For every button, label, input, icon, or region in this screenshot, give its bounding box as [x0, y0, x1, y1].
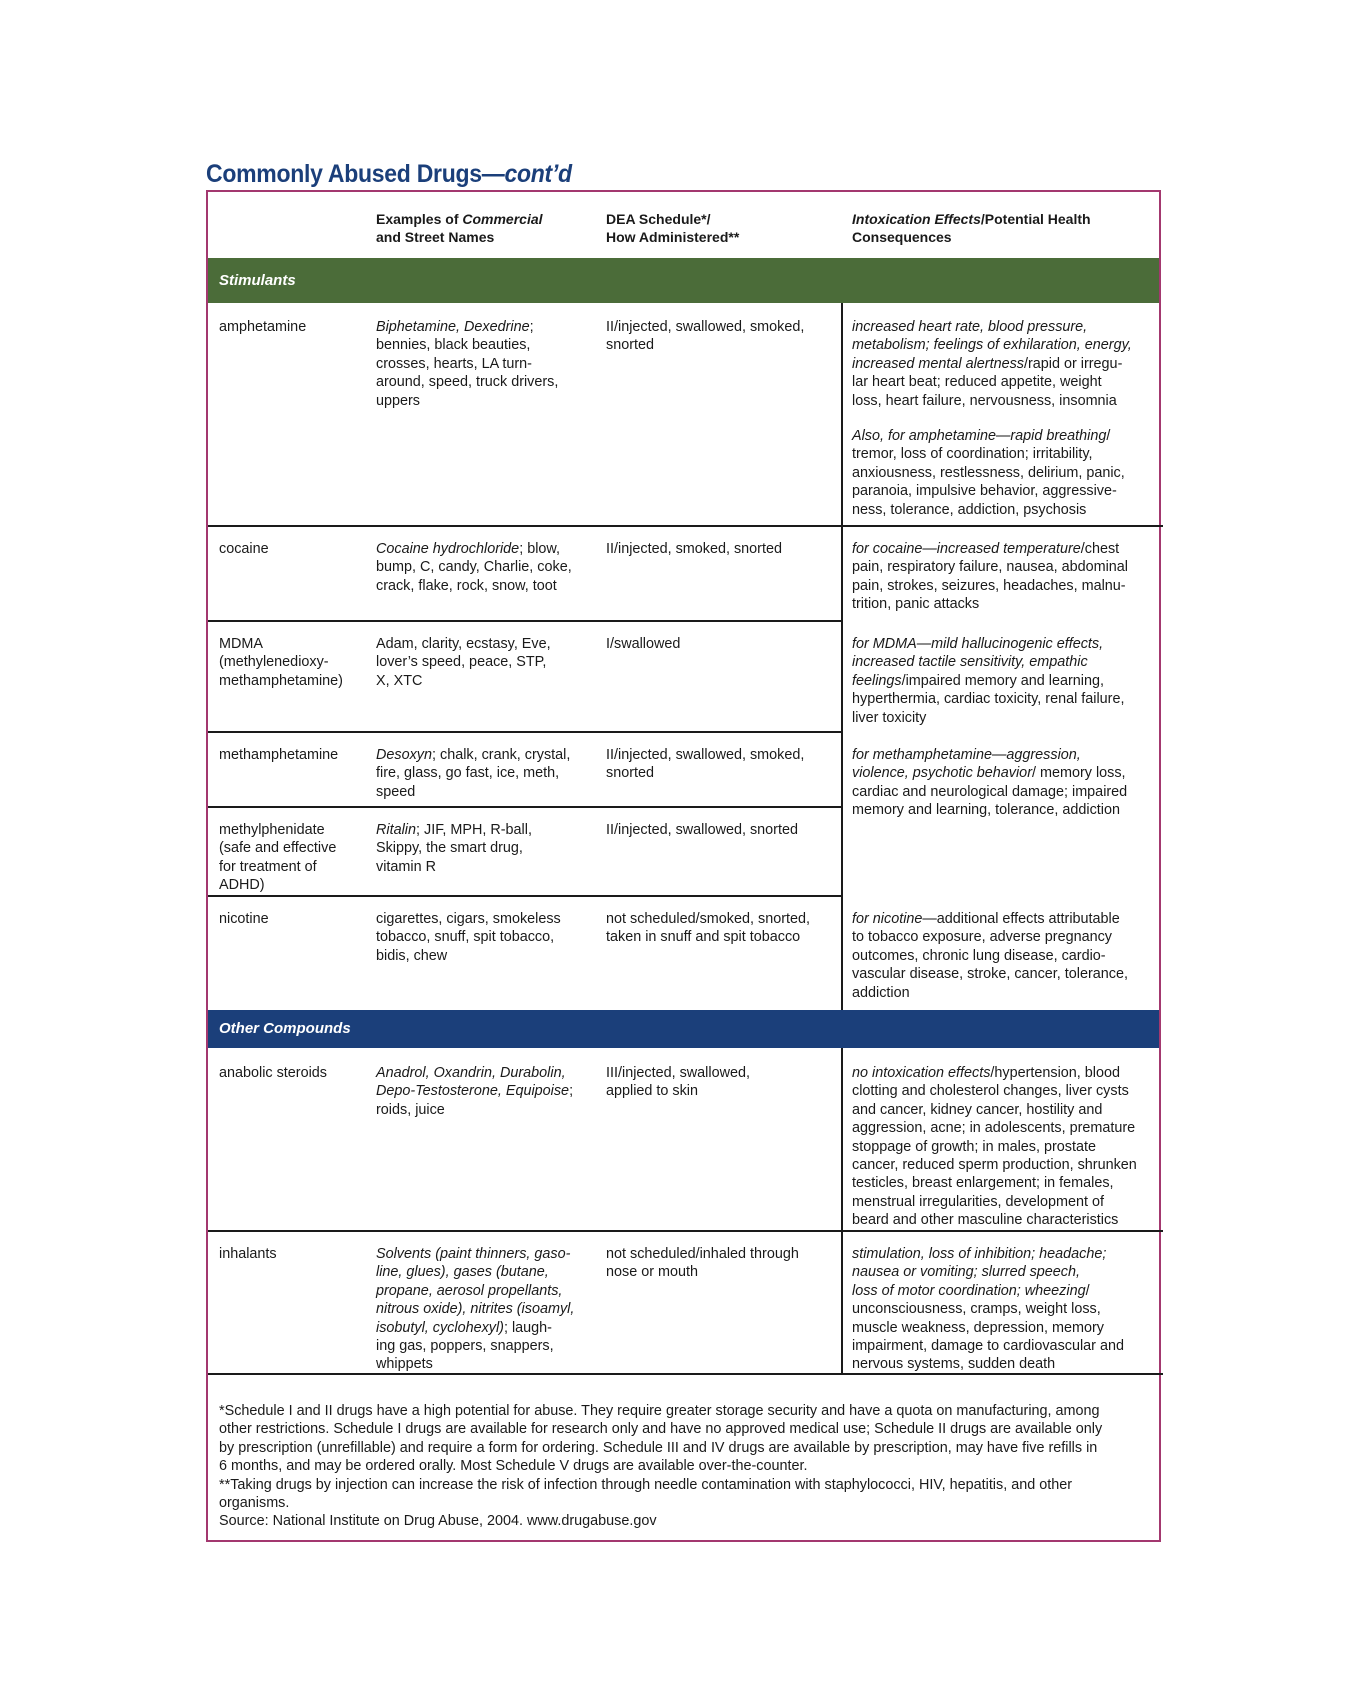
text-line	[852, 501, 1125, 519]
text-line	[852, 318, 1132, 336]
text-segment: Skippy, the smart drug,	[376, 840, 523, 857]
text-segment: addiction	[852, 984, 910, 1001]
examples-mdma	[376, 635, 551, 690]
text-line	[376, 746, 570, 764]
text-line	[376, 1355, 574, 1373]
text-line	[852, 1282, 1124, 1300]
text-segment: **Taking drugs by injection can increase the risk of infection through needle contamination with staphylococci, HIV, hepatitis, and other	[219, 1476, 1073, 1493]
text-line	[376, 672, 551, 690]
text-line	[852, 595, 1128, 613]
text-segment: for treatment of	[219, 858, 317, 875]
text-line	[376, 210, 543, 228]
text-segment: /impaired memory and learning,	[901, 672, 1104, 689]
text-segment: anabolic steroids	[219, 1065, 327, 1081]
text-segment: / memory loss,	[1031, 765, 1126, 782]
row-divider	[208, 895, 842, 897]
text-segment: snorted	[606, 765, 654, 782]
text-line	[219, 839, 336, 857]
text-segment: roids, juice	[376, 1101, 445, 1118]
text-line	[219, 1439, 1102, 1457]
text-line	[606, 746, 804, 764]
text-line	[219, 746, 338, 764]
text-line	[852, 1064, 1137, 1082]
text-segment: X, XTC	[376, 672, 423, 689]
text-line	[376, 839, 532, 857]
text-line	[376, 783, 570, 801]
text-segment: /Potential Health	[980, 211, 1091, 227]
schedule-methylphenidate	[606, 821, 798, 839]
text-segment: not scheduled/inhaled through	[606, 1246, 799, 1262]
text-segment: Anadrol, Oxandrin, Durabolin,	[376, 1065, 566, 1081]
text-line	[852, 1245, 1124, 1263]
text-segment: aggression, acne; in adolescents, premature	[852, 1120, 1136, 1137]
text-line	[852, 928, 1128, 946]
text-segment: menstrual irregularities, development of	[852, 1193, 1104, 1210]
text-line	[606, 821, 798, 839]
text-line	[852, 1119, 1137, 1137]
text-segment: memory and learning, tolerance, addiction	[852, 802, 1120, 819]
header-schedule	[606, 210, 739, 246]
schedule-nicotine	[606, 910, 810, 947]
text-line	[852, 801, 1127, 819]
text-line	[219, 653, 343, 671]
effects-amphetamine	[852, 427, 1125, 519]
text-line	[852, 336, 1132, 354]
text-segment: not scheduled/smoked, snorted,	[606, 911, 810, 927]
effects-anabolic-steroids	[852, 1064, 1137, 1230]
text-segment: III/injected, swallowed,	[606, 1065, 750, 1081]
text-line	[376, 577, 572, 595]
text-segment: vascular disease, stroke, cancer, tolerance,	[852, 966, 1128, 983]
text-segment: methamphetamine)	[219, 672, 343, 689]
text-segment: lar heart beat; reduced appetite, weight	[852, 374, 1102, 391]
text-segment: loss, heart failure, nervousness, insomnia	[852, 392, 1117, 409]
text-line	[852, 445, 1125, 463]
text-segment: /rapid or irregu-	[1023, 355, 1123, 372]
text-line	[376, 373, 558, 391]
text-line	[852, 355, 1132, 373]
examples-amphetamine	[376, 318, 558, 410]
text-line	[852, 1355, 1124, 1373]
text-line	[606, 540, 782, 558]
table-bottom-rule	[208, 1373, 1163, 1375]
text-line	[376, 1337, 574, 1355]
drug-name-mdma	[219, 635, 343, 690]
text-segment: fire, glass, go fast, ice, meth,	[376, 765, 560, 782]
effects-nicotine	[852, 910, 1128, 1002]
effects-methamphetamine	[852, 746, 1127, 820]
text-line	[376, 355, 558, 373]
text-segment: Desoxyn	[376, 747, 432, 763]
text-segment: *Schedule I and II drugs have a high potential for abuse. They require greater storage security and have a quota on manufacturing, among	[219, 1403, 1100, 1419]
text-segment: for MDMA—mild hallucinogenic effects,	[852, 636, 1104, 652]
text-segment: ness, tolerance, addiction, psychosis	[852, 501, 1087, 518]
text-segment: Also, for amphetamine—rapid breathing	[852, 428, 1107, 444]
effects-mdma	[852, 635, 1124, 727]
text-line	[376, 947, 561, 965]
text-line	[219, 540, 269, 558]
column-divider	[841, 303, 843, 1010]
drug-table	[206, 190, 1161, 1542]
text-segment: taken in snuff and spit tobacco	[606, 929, 801, 946]
text-segment: Biphetamine, Dexedrine	[376, 319, 530, 335]
text-line	[852, 965, 1128, 983]
text-line	[376, 558, 572, 576]
text-line	[606, 1245, 799, 1263]
text-segment: for methamphetamine—aggression,	[852, 747, 1081, 763]
text-segment: isobutyl, cyclohexyl)	[376, 1319, 504, 1336]
text-segment: ; chalk, crank, crystal,	[432, 747, 571, 763]
text-line	[376, 1263, 574, 1281]
text-line	[376, 336, 558, 354]
text-segment: II/injected, swallowed, smoked,	[606, 747, 805, 763]
text-segment: tobacco, snuff, spit tobacco,	[376, 929, 555, 946]
column-divider	[841, 1048, 843, 1374]
examples-methamphetamine	[376, 746, 570, 801]
text-line	[376, 653, 551, 671]
text-line	[852, 427, 1125, 445]
text-segment: II/injected, swallowed, snorted	[606, 822, 798, 838]
text-line	[852, 1138, 1137, 1156]
text-line	[376, 540, 572, 558]
drug-name-inhalants	[219, 1245, 277, 1263]
text-line	[219, 1512, 1102, 1530]
examples-methylphenidate	[376, 821, 532, 876]
text-segment: crosses, hearts, LA turn-	[376, 355, 532, 372]
text-line	[376, 1064, 573, 1082]
text-line	[852, 1337, 1124, 1355]
text-line	[219, 858, 336, 876]
text-line	[852, 373, 1132, 391]
text-segment: around, speed, truck drivers,	[376, 374, 559, 391]
text-line	[376, 318, 558, 336]
text-segment: nervous systems, sudden death	[852, 1356, 1056, 1373]
text-line	[219, 876, 336, 894]
text-segment: lover’s speed, peace, STP,	[376, 654, 547, 671]
text-line	[219, 1402, 1102, 1420]
text-line	[606, 336, 804, 354]
text-segment: applied to skin	[606, 1083, 699, 1100]
text-segment: for cocaine—increased temperature	[852, 541, 1081, 557]
section-stimulants: Stimulants	[208, 258, 1159, 303]
section-other-compounds: Other Compounds	[208, 1010, 1159, 1048]
text-line	[852, 653, 1124, 671]
text-line	[219, 821, 336, 839]
text-segment: stimulation, loss of inhibition; headache;	[852, 1246, 1107, 1262]
text-segment: 6 months, and may be ordered orally. Most Schedule V drugs are available over-the-counter.	[219, 1458, 808, 1475]
text-line	[852, 1300, 1124, 1318]
text-line	[852, 210, 1091, 228]
text-segment: How Administered**	[606, 229, 740, 245]
text-segment: cardiac and neurological damage; impaired	[852, 783, 1128, 800]
text-segment: Cocaine hydrochloride	[376, 541, 520, 557]
text-segment: muscle weakness, depression, memory	[852, 1319, 1104, 1336]
text-segment: (safe and effective	[219, 840, 337, 857]
text-segment: speed	[376, 783, 416, 800]
text-line	[219, 1457, 1102, 1475]
drug-name-methamphetamine	[219, 746, 338, 764]
text-segment: /chest	[1080, 541, 1120, 557]
examples-inhalants	[376, 1245, 574, 1374]
text-line	[852, 482, 1125, 500]
text-line	[852, 228, 1091, 246]
drug-name-cocaine	[219, 540, 269, 558]
text-segment: increased tactile sensitivity, empathic	[852, 654, 1088, 671]
text-segment: ;	[529, 319, 534, 335]
text-line	[852, 464, 1125, 482]
text-line	[852, 392, 1132, 410]
text-segment: nausea or vomiting; slurred speech,	[852, 1264, 1080, 1281]
effects-cocaine	[852, 540, 1128, 614]
text-segment: Ritalin	[376, 822, 416, 838]
text-segment: bennies, black beauties,	[376, 337, 531, 354]
text-line	[606, 1263, 799, 1281]
text-segment: MDMA	[219, 636, 263, 652]
text-line	[852, 1193, 1137, 1211]
schedule-cocaine	[606, 540, 782, 558]
text-line	[219, 1494, 1102, 1512]
text-line	[376, 821, 532, 839]
text-segment: Commercial	[462, 211, 543, 227]
text-line	[606, 928, 810, 946]
text-segment: paranoia, impulsive behavior, aggressive-	[852, 483, 1117, 500]
text-segment: pain, strokes, seizures, headaches, malnu-	[852, 577, 1126, 594]
text-segment: nitrous oxide), nitrites (isoamyl,	[376, 1301, 575, 1318]
text-segment: amphetamine	[219, 319, 307, 335]
text-segment: other restrictions. Schedule I drugs are available for research only and have no approved medical use; Schedule II drugs are available only	[219, 1421, 1103, 1438]
text-line	[852, 1174, 1137, 1192]
text-segment: testicles, breast enlargement; in females,	[852, 1175, 1114, 1192]
text-line	[852, 1211, 1137, 1229]
text-line	[376, 858, 532, 876]
text-line	[219, 318, 306, 336]
text-line	[852, 540, 1128, 558]
text-segment: organisms.	[219, 1495, 290, 1512]
text-segment: nicotine	[219, 911, 269, 927]
text-line	[852, 672, 1124, 690]
text-segment: pain, respiratory failure, nausea, abdominal	[852, 559, 1128, 576]
text-segment: cocaine	[219, 541, 269, 557]
text-segment: stoppage of growth; in males, prostate	[852, 1138, 1096, 1155]
text-line	[606, 1082, 750, 1100]
text-segment: ; JIF, MPH, R-ball,	[416, 822, 532, 838]
row-divider	[208, 525, 1163, 527]
text-segment: loss of motor coordination; wheezing	[852, 1282, 1086, 1299]
text-line	[852, 577, 1128, 595]
drug-name-methylphenidate	[219, 821, 336, 895]
text-segment: Solvents (paint thinners, gaso-	[376, 1246, 571, 1262]
text-line	[852, 709, 1124, 727]
text-segment: cigarettes, cigars, smokeless	[376, 911, 561, 927]
text-line	[376, 1101, 573, 1119]
text-line	[219, 910, 269, 928]
text-line	[376, 635, 551, 653]
text-line	[219, 672, 343, 690]
text-segment: beard and other masculine characteristics	[852, 1212, 1119, 1229]
text-segment: /	[1106, 428, 1111, 444]
text-line	[376, 928, 561, 946]
title-main: Commonly Abused Drugs—	[206, 160, 505, 188]
text-line	[219, 1420, 1102, 1438]
row-divider	[208, 731, 842, 733]
text-line	[376, 1319, 574, 1337]
text-line	[376, 392, 558, 410]
text-line	[606, 764, 804, 782]
text-segment: anxiousness, restlessness, delirium, panic,	[852, 464, 1125, 481]
text-segment: methylphenidate	[219, 822, 325, 838]
drug-name-anabolic-steroids	[219, 1064, 327, 1082]
text-segment: metabolism; feelings of exhilaration, energy,	[852, 337, 1132, 354]
text-segment: ; blow,	[519, 541, 560, 557]
examples-cocaine	[376, 540, 572, 595]
text-segment: Adam, clarity, ecstasy, Eve,	[376, 636, 551, 652]
text-segment: and Street Names	[376, 229, 495, 245]
header-examples	[376, 210, 543, 246]
text-segment: ;	[569, 1083, 574, 1100]
text-line	[376, 1082, 573, 1100]
schedule-methamphetamine	[606, 746, 804, 783]
text-segment: II/injected, smoked, snorted	[606, 541, 782, 557]
text-line	[606, 910, 810, 928]
text-segment: /	[1085, 1282, 1090, 1299]
text-segment: Consequences	[852, 229, 952, 245]
text-line	[219, 635, 343, 653]
text-line	[606, 210, 739, 228]
text-line	[376, 910, 561, 928]
text-segment: inhalants	[219, 1246, 277, 1262]
schedule-anabolic-steroids	[606, 1064, 750, 1101]
drug-name-amphetamine	[219, 318, 306, 336]
text-segment: outcomes, chronic lung disease, cardio-	[852, 947, 1106, 964]
footnote	[219, 1402, 1102, 1531]
schedule-mdma	[606, 635, 680, 653]
text-segment: unconsciousness, cramps, weight loss,	[852, 1301, 1101, 1318]
text-segment: nose or mouth	[606, 1264, 698, 1281]
text-segment: and cancer, kidney cancer, hostility and	[852, 1101, 1103, 1118]
text-segment: II/injected, swallowed, smoked,	[606, 319, 805, 335]
text-line	[852, 783, 1127, 801]
row-divider	[208, 806, 842, 808]
text-line	[852, 984, 1128, 1002]
text-segment: for nicotine	[852, 911, 923, 927]
effects-inhalants	[852, 1245, 1124, 1374]
text-line	[376, 1282, 574, 1300]
row-divider	[208, 620, 842, 622]
text-segment: propane, aerosol propellants,	[376, 1282, 563, 1299]
text-line	[606, 318, 804, 336]
text-segment: increased heart rate, blood pressure,	[852, 319, 1088, 335]
examples-nicotine	[376, 910, 561, 965]
text-segment: vitamin R	[376, 858, 436, 875]
text-segment: ing gas, poppers, snappers,	[376, 1338, 554, 1355]
schedule-amphetamine	[606, 318, 804, 355]
text-segment: I/swallowed	[606, 636, 681, 652]
text-segment: bidis, chew	[376, 947, 448, 964]
text-segment: methamphetamine	[219, 747, 339, 763]
text-line	[376, 1300, 574, 1318]
page-title	[206, 160, 572, 189]
text-line	[852, 1263, 1124, 1281]
text-line	[376, 1245, 574, 1263]
text-segment: —additional effects attributable	[922, 911, 1120, 927]
effects-stimulants-general	[852, 318, 1132, 410]
text-segment: DEA Schedule*/	[606, 211, 711, 227]
title-suffix: cont’d	[504, 160, 572, 188]
text-line	[852, 764, 1127, 782]
text-line	[852, 690, 1124, 708]
text-segment: tremor, loss of coordination; irritability,	[852, 446, 1093, 463]
text-line	[219, 1064, 327, 1082]
text-segment: whippets	[376, 1356, 433, 1373]
text-segment: (methylenedioxy-	[219, 654, 329, 671]
schedule-inhalants	[606, 1245, 799, 1282]
text-line	[852, 1101, 1137, 1119]
text-line	[219, 1245, 277, 1263]
text-line	[852, 1319, 1124, 1337]
text-segment: uppers	[376, 392, 421, 409]
text-segment: Depo-Testosterone, Equipoise	[376, 1083, 570, 1100]
text-segment: by prescription (unrefillable) and require a form for ordering. Schedule III and IV drugs are available by prescription, may have five refills in	[219, 1439, 1098, 1456]
text-line	[606, 228, 739, 246]
text-line	[376, 228, 543, 246]
text-segment: no intoxication effects	[852, 1065, 991, 1081]
text-line	[852, 1082, 1137, 1100]
text-segment: snorted	[606, 337, 654, 354]
text-line	[852, 746, 1127, 764]
text-segment: impairment, damage to cardiovascular and	[852, 1338, 1124, 1355]
text-segment: crack, flake, rock, snow, toot	[376, 577, 557, 594]
text-segment: hyperthermia, cardiac toxicity, renal failure,	[852, 691, 1125, 708]
text-line	[852, 947, 1128, 965]
examples-anabolic-steroids	[376, 1064, 573, 1119]
text-line	[852, 910, 1128, 928]
text-line	[852, 635, 1124, 653]
text-segment: ; laugh-	[503, 1319, 552, 1336]
text-line	[852, 1156, 1137, 1174]
text-line	[219, 1476, 1102, 1494]
text-segment: to tobacco exposure, adverse pregnancy	[852, 929, 1112, 946]
drug-name-nicotine	[219, 910, 269, 928]
text-segment: ADHD)	[219, 877, 265, 894]
text-segment: clotting and cholesterol changes, liver cysts	[852, 1083, 1129, 1100]
text-segment: feelings	[852, 672, 902, 689]
text-segment: bump, C, candy, Charlie, coke,	[376, 559, 572, 576]
header-effects	[852, 210, 1091, 246]
text-segment: Intoxication Effects	[852, 211, 981, 227]
text-segment: line, glues), gases (butane,	[376, 1264, 549, 1281]
text-segment: Examples of	[376, 211, 463, 227]
text-segment: increased mental alertness	[852, 355, 1024, 372]
text-segment: cancer, reduced sperm production, shrunken	[852, 1157, 1137, 1174]
text-segment: violence, psychotic behavior	[852, 765, 1032, 782]
text-line	[376, 764, 570, 782]
text-line	[606, 1064, 750, 1082]
text-line	[852, 558, 1128, 576]
row-divider	[208, 1230, 1163, 1232]
text-segment: /hypertension, blood	[990, 1065, 1120, 1081]
text-segment: liver toxicity	[852, 709, 927, 726]
text-segment: trition, panic attacks	[852, 596, 980, 613]
text-segment: Source: National Institute on Drug Abuse, 2004. www.drugabuse.gov	[219, 1513, 657, 1530]
text-line	[606, 635, 680, 653]
